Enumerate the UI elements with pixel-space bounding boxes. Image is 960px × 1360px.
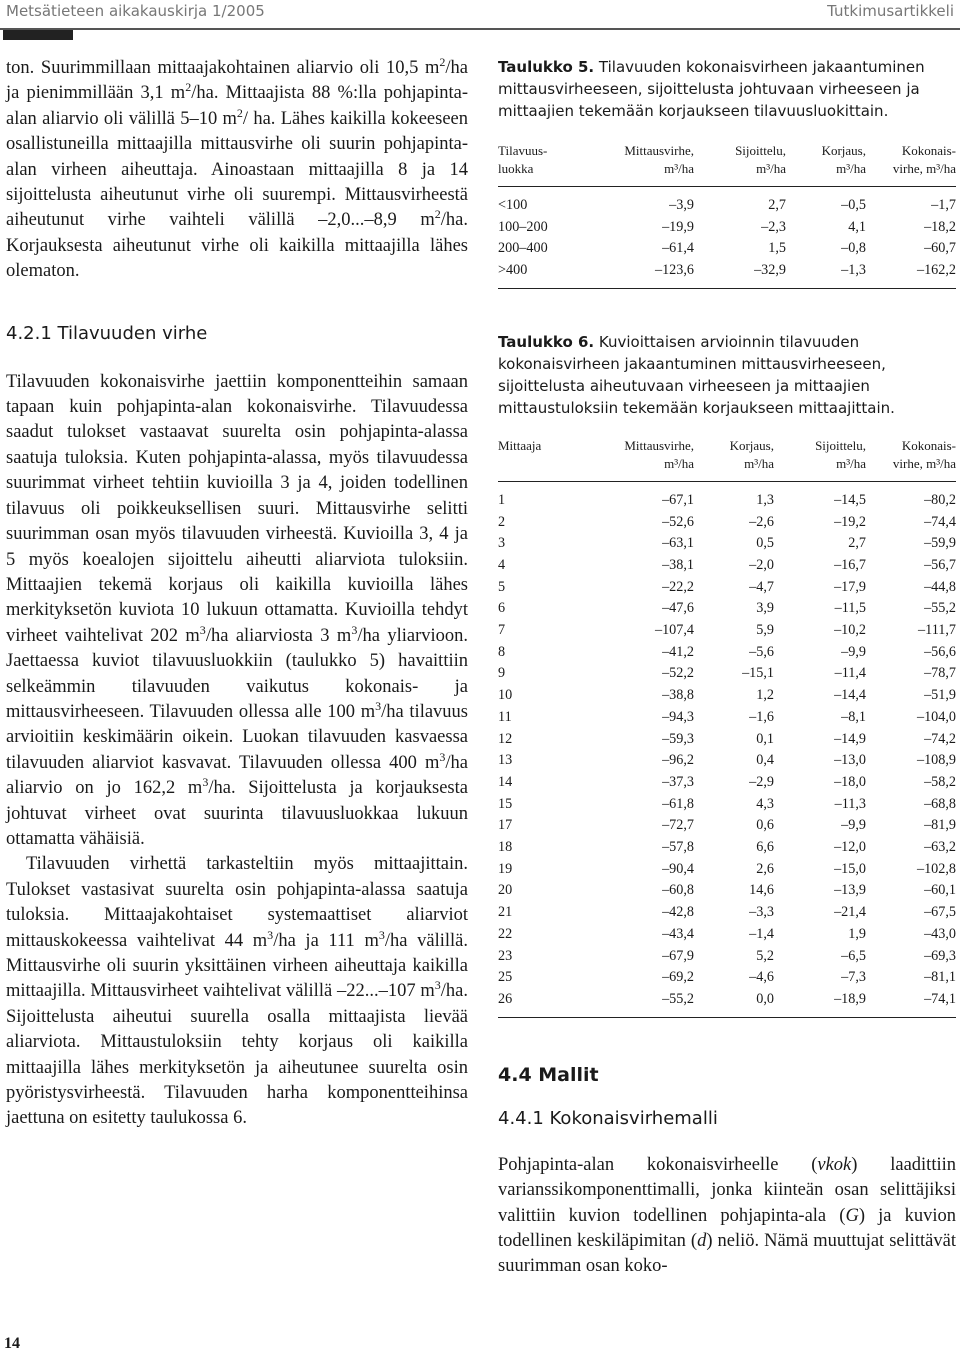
table-row [498, 880, 956, 902]
table-row [498, 663, 956, 685]
table-cell: 25 [498, 969, 513, 986]
table-cell: –22,2 [662, 578, 694, 595]
table-cell: 0,0 [694, 989, 774, 1017]
table-cell: 4 [498, 556, 506, 573]
table-cell: –17,9 [834, 578, 866, 595]
table-cell: –69,3 [924, 947, 956, 964]
table-cell: –102,8 [916, 860, 956, 877]
table-cell: –44,8 [924, 578, 956, 595]
table-cell: –63,1 [662, 535, 694, 552]
table-cell: –42,8 [662, 904, 694, 921]
table-cell: –104,0 [916, 708, 956, 725]
table-cell: –38,1 [662, 556, 694, 573]
table-cell: 4,3 [756, 795, 774, 812]
table-cell: 13 [498, 752, 513, 769]
table-cell: –47,6 [662, 600, 694, 617]
table-cell: 14 [498, 773, 513, 790]
table-cell: –14,5 [834, 491, 866, 508]
table-cell: –59,9 [924, 535, 956, 552]
table6-header-surveyor: Mittaaja [498, 437, 542, 453]
table-cell: –9,9 [841, 817, 866, 834]
paragraph-volume-error: Tilavuuden kokonaisvirhe jaettiin komponentteihin samaan tapaan kuin pohjapinta-alan kokonaisvirhe. Tilavuudessa saadut tulokset vastaavat suurelta osin pohjapinta-alassa saatuja tuloksia. Kuten pohjapinta-alassa, myös tilavuudessa suurimmat virheet tehtiin kuvioilla 3 ja 4, joiden todellinen tilavuus oli poikkeuksellisen suuri. Mittausvirhe selitti suurimman osan myös tilavuuden virheestä. Kuvioilla 3, 4 ja 5 myös koealojen sijoittelu aiheutti aliarviota tuloksiin. Mittaajien tekemä korjaus oli kaikilla kuvioilla lähes merkityksetön kuviota 10 lukuun ottamatta. Kuvioilla tehdyt virheet vaihtelivat 202 $m^3/ha$ aliarviosta 3 $m^3/ha$ yliarvioon. Jaettaessa kuviot tilavuusluokkiin (taulukko 5) havaittiin selkeämmin tilavuuden vaikutus kokonais- ja mittausvirheeseen. Tilavuuden ollessa alle 100 $m^3/ha$ tilavuus arvioitiin keskimäärin oikein. Luokan tilavuuden kasvaessa tilavuuden aliarviot kasvavat. Tilavuuden ollessa 400 $m^3/ha$ aliarvio on jo 162,2 $m^3/ha$. Sijoittelusta ja korjauksesta johtuvat virheet ovat suurinta tilavuusluokkaa lukuun ottamatta vähäisiä. [6, 371, 468, 849]
table-row: >400 –123,6 –32,9 –1,3 –162,2 [498, 260, 956, 288]
section-heading-4-4-1: 4.4.1 Kokonaisvirhemalli [498, 1107, 718, 1129]
table-row: <100 –3,9 2,7 –0,5 –1,7 [498, 197, 956, 213]
table-cell: –19,2 [834, 513, 866, 530]
table-cell: –56,6 [924, 643, 956, 660]
table-cell: –94,3 [662, 708, 694, 725]
table6-header-placement: Sijoittelu, m³/ha [815, 437, 866, 471]
table-cell: –57,8 [662, 839, 694, 856]
table-cell: –37,3 [662, 773, 694, 790]
paragraph-basal-area-errors: ton. Suurimmillaan mittaajakohtainen aliarvio oli 10,5 $m^2/ha$ ja pienimmillään 3,1 $m^2/ha$. Mittaajista 88 %:lla pohjapinta-alan aliarvio oli välillä 5–10 $m^2/$ ha. Lähes kaikilla kokeeseen osallistuneilla mittaajilla mittausvirhe oli suurin pohjapinta-alan virheen aiheuttaja. Ainoastaan mittaajilla 8 ja 14 sijoittelusta aiheutunut virhe oli suurempi. Mittausvirheestä aiheutunut virhe vaihteli välillä –2,0...–8,9 $m^2/ha$. Korjauksesta aiheutunut virhe oli kaikilla mittaajilla lähes olematon. [6, 54, 468, 282]
table-cell: 8 [498, 643, 506, 660]
table-cell: 17 [498, 817, 513, 834]
table-cell: –96,2 [662, 752, 694, 769]
page-number: 14 [4, 1335, 20, 1352]
table-row [498, 989, 956, 1017]
table-row [498, 598, 956, 620]
table-row [498, 533, 956, 555]
table-row: 100–200 –19,9 –2,3 4,1 –18,2 [498, 218, 956, 235]
table5-header-total: Kokonais- virhe, m³/ha [892, 143, 956, 176]
table-cell: –60,8 [662, 882, 694, 899]
table-row [498, 481, 956, 511]
table-cell: –11,4 [834, 665, 866, 682]
table-row [498, 837, 956, 859]
table-cell: 6 [498, 600, 506, 617]
table-cell: 3 [498, 535, 506, 552]
article-type: Tutkimusartikkeli [827, 2, 954, 20]
table-cell: –81,9 [924, 817, 956, 834]
table-cell: 1,9 [848, 925, 866, 942]
table-row [498, 967, 956, 989]
table-cell: –90,4 [662, 860, 694, 877]
section-heading-4-2-1: 4.2.1 Tilavuuden virhe [6, 322, 208, 344]
table-cell: –67,5 [924, 904, 956, 921]
table-cell: 2,7 [848, 535, 866, 552]
table-cell: –10,2 [834, 622, 866, 639]
table-cell: 0,1 [756, 730, 774, 747]
table-cell: –80,2 [924, 491, 956, 508]
table-cell: –55,2 [924, 600, 956, 617]
table-cell: –61,8 [662, 795, 694, 812]
table-cell: 12 [498, 730, 513, 747]
table-cell: –15,0 [834, 860, 866, 877]
table-cell: –14,4 [834, 687, 866, 704]
table-row [498, 642, 956, 664]
table-cell: –52,6 [662, 513, 694, 530]
table-cell: 5,2 [756, 947, 774, 964]
table-cell: –67,1 [662, 491, 694, 508]
table-cell: –59,3 [662, 730, 694, 747]
table-cell: –4,6 [749, 969, 774, 986]
table-cell: 0,5 [756, 535, 774, 552]
table-row [498, 815, 956, 837]
table-cell: 0,4 [756, 752, 774, 769]
table-row [498, 555, 956, 577]
table-cell: –67,9 [662, 947, 694, 964]
table-cell: –72,7 [662, 817, 694, 834]
left-column [6, 56, 468, 1132]
table-row [498, 577, 956, 599]
table-row [498, 859, 956, 881]
table-cell: –74,4 [924, 513, 956, 530]
table-cell: 2 [498, 513, 506, 530]
table-cell: –8,1 [841, 708, 866, 725]
table-row [498, 750, 956, 772]
table-cell: 21 [498, 904, 513, 921]
table-row [498, 946, 956, 968]
table-cell: –55,2 [598, 989, 694, 1017]
table-cell: –60,1 [924, 882, 956, 899]
table-cell: –38,8 [662, 687, 694, 704]
table-cell: –52,2 [662, 665, 694, 682]
header-bar [3, 30, 73, 40]
table-cell: 1,3 [756, 491, 774, 508]
table-cell: –69,2 [662, 969, 694, 986]
table-cell: –16,7 [834, 556, 866, 573]
journal-title: Metsätieteen aikakauskirja 1/2005 [6, 2, 265, 20]
table-cell: –43,0 [924, 925, 956, 942]
table-cell: 26 [498, 989, 598, 1017]
table-cell: 18 [498, 839, 513, 856]
table-cell: 0,6 [756, 817, 774, 834]
table-row [498, 794, 956, 816]
table-row [498, 924, 956, 946]
table5-header-measurement: Mittausvirhe, m³/ha [624, 143, 694, 176]
table-cell: 11 [498, 708, 512, 725]
table-cell: –7,3 [841, 969, 866, 986]
section-heading-4-4: 4.4 Mallit [498, 1063, 599, 1086]
table-cell: –12,0 [834, 839, 866, 856]
table-cell: 3,9 [756, 600, 774, 617]
table-cell: –63,2 [924, 839, 956, 856]
table5-header-class: Tilavuus- luokka [498, 143, 548, 176]
table-cell: 9 [498, 665, 506, 682]
table6-header-correction: Korjaus, m³/ha [729, 437, 774, 471]
table-cell: 5,9 [756, 622, 774, 639]
table-cell: –2,9 [749, 773, 774, 790]
table-cell: –107,4 [654, 622, 694, 639]
table5-header-placement: Sijoittelu, m³/ha [735, 143, 786, 176]
table-cell: –11,5 [834, 600, 866, 617]
table-cell: 5 [498, 578, 506, 595]
table-cell: –81,1 [924, 969, 956, 986]
table-row [498, 729, 956, 751]
table-row [498, 685, 956, 707]
table-cell: –111,7 [918, 622, 956, 639]
table5 [498, 142, 956, 289]
table-cell: –13,0 [834, 752, 866, 769]
table-cell: –13,9 [834, 882, 866, 899]
table-cell: –15,1 [742, 665, 774, 682]
table-cell: 20 [498, 882, 513, 899]
table-cell: –4,7 [749, 578, 774, 595]
table-row [498, 707, 956, 729]
table-row [498, 772, 956, 794]
table-cell: 10 [498, 687, 513, 704]
table-cell: –51,9 [924, 687, 956, 704]
table-cell: –11,3 [834, 795, 866, 812]
table5-caption: Taulukko 5. Tilavuuden kokonaisvirheen jakaantuminen mittausvirheeseen, sijoittelusta johtuvaan virheeseen ja mittaajien tekemään korjaukseen tilavuusluokittain. [498, 58, 925, 120]
table-cell: –3,3 [749, 904, 774, 921]
table-cell: 15 [498, 795, 513, 812]
table-cell: –2,6 [749, 513, 774, 530]
table-cell: –1,4 [749, 925, 774, 942]
table-cell: –9,9 [841, 643, 866, 660]
table-cell: –68,8 [924, 795, 956, 812]
table-cell: 6,6 [756, 839, 774, 856]
right-column [498, 56, 956, 1280]
table-cell: 1 [498, 491, 506, 508]
table-cell: –18,0 [834, 773, 866, 790]
table-cell: 7 [498, 622, 506, 639]
table-cell: –56,7 [924, 556, 956, 573]
table-cell: 1,2 [756, 687, 774, 704]
table-cell: –1,6 [749, 708, 774, 725]
table-cell: –6,5 [841, 947, 866, 964]
table-row [498, 512, 956, 534]
table-row: 200–400 –61,4 1,5 –0,8 –60,7 [498, 240, 956, 257]
table5-header-correction: Korjaus, m³/ha [821, 143, 866, 176]
paragraph-total-error-model: Pohjapinta-alan kokonaisvirheelle (vkok) laadittiin varianssikomponenttimalli, jonka kiinteän osan selittäjiksi valittiin kuvion todellinen pohjapinta-ala (G) ja kuvion todellinen keskiläpimitan (d) neliö. Nämä muuttujat selittävät suurimman osan koko- [498, 1154, 957, 1277]
table6 [498, 437, 956, 1018]
table-cell: –41,2 [662, 643, 694, 660]
table-cell: –21,4 [834, 904, 866, 921]
table6-caption: Taulukko 6. Kuvioittaisen arvioinnin tilavuuden kokonaisvirheen jakaantuminen mittausvirheeseen, sijoittelusta aiheutuvaan virheeseen ja mittaajien mittaustuloksiin tekemään korjaukseen mittaajittain. [498, 332, 895, 417]
table-cell: –2,0 [749, 556, 774, 573]
table-row [498, 620, 956, 642]
paragraph-volume-by-surveyor: Tilavuuden virhettä tarkasteltiin myös mittaajittain. Tulokset vastasivat suurelta osin pohjapinta-alassa saatuja tuloksia. Mittaajakohtaiset systemaattiset aliarviot mittauskokeessa vaihtelivat 44 $m^3/ha$ ja 111 $m^3/ha$ välillä. Mittausvirhe oli suurin yksittäinen virheen aiheuttaja kaikilla mittaajilla. Mittausvirheet vaihtelivat välillä –22...–107 $m^3/ha$. Sijoittelusta aiheutui suurella osalla mittaajista lievää aliarviota. Mittaustuloksiin tehty korjaus oli kaikilla mittaajilla lähes merkityksetön ja aiheutunee suurelta osin pyöristysvirheestä. Tilavuuden harha komponentteihinsa jaettuna on esitetty taulukossa 6. [6, 854, 468, 1129]
table6-header-total: Kokonais- virhe, m³/ha [892, 437, 956, 471]
table-cell: –74,1 [866, 989, 956, 1017]
table-cell: 2,6 [756, 860, 774, 877]
header-rule [0, 28, 960, 30]
table-cell: 23 [498, 947, 513, 964]
table-cell: –43,4 [662, 925, 694, 942]
table-cell: –58,2 [924, 773, 956, 790]
table-cell: –5,6 [749, 643, 774, 660]
running-header [0, 0, 960, 30]
table-cell: –18,9 [774, 989, 866, 1017]
table-cell: –74,2 [924, 730, 956, 747]
table-row [498, 902, 956, 924]
table-cell: 22 [498, 925, 513, 942]
table-cell: –108,9 [916, 752, 956, 769]
table-cell: –14,9 [834, 730, 866, 747]
table-cell: –78,7 [924, 665, 956, 682]
table-cell: 14,6 [749, 882, 774, 899]
table6-body [498, 481, 956, 1017]
table-cell: 19 [498, 860, 513, 877]
table6-header-measurement: Mittausvirhe, m³/ha [624, 437, 694, 471]
